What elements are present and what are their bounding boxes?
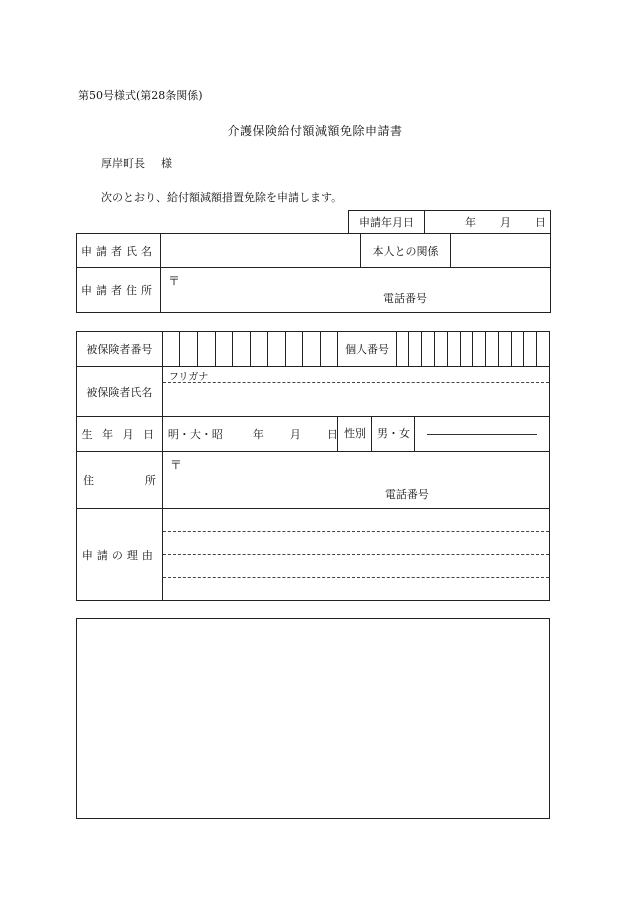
personal-number-digit[interactable] (396, 332, 409, 367)
insured-number-digit[interactable] (250, 332, 268, 367)
application-date-field[interactable] (425, 211, 551, 234)
personal-number-digit[interactable] (409, 332, 422, 367)
personal-number-digit[interactable] (537, 332, 550, 367)
personal-number-digit[interactable] (524, 332, 537, 367)
relation-field[interactable] (451, 234, 551, 268)
address-label-char-1: 住 (83, 474, 94, 487)
personal-number-digit[interactable] (460, 332, 473, 367)
personal-number-digit[interactable] (434, 332, 447, 367)
insured-number-digit[interactable] (303, 332, 321, 367)
intro-text: 次のとおり、給付額減額措置免除を申請します。 (101, 191, 343, 204)
insured-number-digit[interactable] (197, 332, 215, 367)
remarks-box[interactable] (76, 618, 550, 819)
reason-field[interactable] (162, 509, 549, 601)
reason-line (163, 531, 549, 532)
insured-number-digit[interactable] (233, 332, 251, 367)
birthdate-field[interactable] (162, 417, 338, 452)
birth-year-unit: 年 (252, 428, 264, 441)
insured-number-digit[interactable] (215, 332, 233, 367)
applicant-address-label: 申請者住所 (77, 268, 161, 313)
personal-number-digit[interactable] (422, 332, 435, 367)
insured-number-digit[interactable] (268, 332, 286, 367)
insured-name-label: 被保険者氏名 (77, 367, 163, 417)
application-date-label: 申請年月日 (349, 211, 425, 234)
date-month-unit: 月 (500, 216, 511, 229)
insured-table (76, 331, 550, 601)
sex-note-line (415, 434, 549, 435)
birthdate-label: 生 年 月 日 (77, 417, 163, 452)
insured-zip-mark: 〒 (169, 458, 182, 472)
date-day-unit: 日 (535, 216, 546, 229)
address-label-char-2: 所 (144, 474, 156, 487)
applicant-name-label: 申請者氏名 (77, 234, 161, 268)
personal-number-digit[interactable] (511, 332, 524, 367)
personal-number-digit[interactable] (498, 332, 511, 367)
era-options: 明・大・昭 (167, 428, 223, 441)
insured-address-field[interactable] (162, 452, 549, 509)
sex-label: 性別 (338, 417, 372, 451)
reason-line (163, 577, 549, 578)
applicant-name-field[interactable] (161, 234, 361, 268)
personal-number-label: 個人番号 (338, 332, 396, 367)
insured-phone-label: 電話番号 (384, 488, 429, 501)
relation-label: 本人との関係 (361, 234, 451, 268)
insured-number-digit[interactable] (180, 332, 198, 367)
furigana-label: フリガナ (168, 372, 209, 383)
sex-options[interactable]: 男・女 (372, 417, 415, 451)
insured-number-label: 被保険者番号 (77, 332, 163, 367)
applicant-zip-mark: 〒 (168, 274, 181, 288)
sex-cell (338, 417, 550, 452)
applicant-address-field[interactable] (161, 268, 551, 313)
reason-label: 申請の理由 (77, 509, 163, 601)
personal-number-digit[interactable] (486, 332, 499, 367)
addressee-honorific: 様 (161, 157, 172, 170)
insured-name-field[interactable] (162, 367, 549, 417)
insured-number-digit[interactable] (320, 332, 338, 367)
insured-number-digit[interactable] (162, 332, 180, 367)
date-year-unit: 年 (465, 216, 476, 229)
applicant-phone-label: 電話番号 (383, 292, 427, 305)
birth-month-unit: 月 (289, 428, 301, 441)
furigana-divider (163, 382, 549, 383)
personal-number-digit[interactable] (447, 332, 460, 367)
addressee-name: 厚岸町長 (101, 157, 145, 170)
birth-day-unit: 日 (326, 428, 338, 441)
insured-number-digit[interactable] (285, 332, 303, 367)
form-number: 第50号様式(第28条関係) (78, 89, 203, 102)
reason-line (163, 554, 549, 555)
personal-number-digit[interactable] (473, 332, 486, 367)
addressee (101, 155, 172, 171)
applicant-table (76, 233, 551, 313)
application-date-table (348, 210, 551, 234)
document-title: 介護保険給付額減額免除申請書 (227, 124, 403, 138)
insured-address-label (77, 452, 163, 509)
